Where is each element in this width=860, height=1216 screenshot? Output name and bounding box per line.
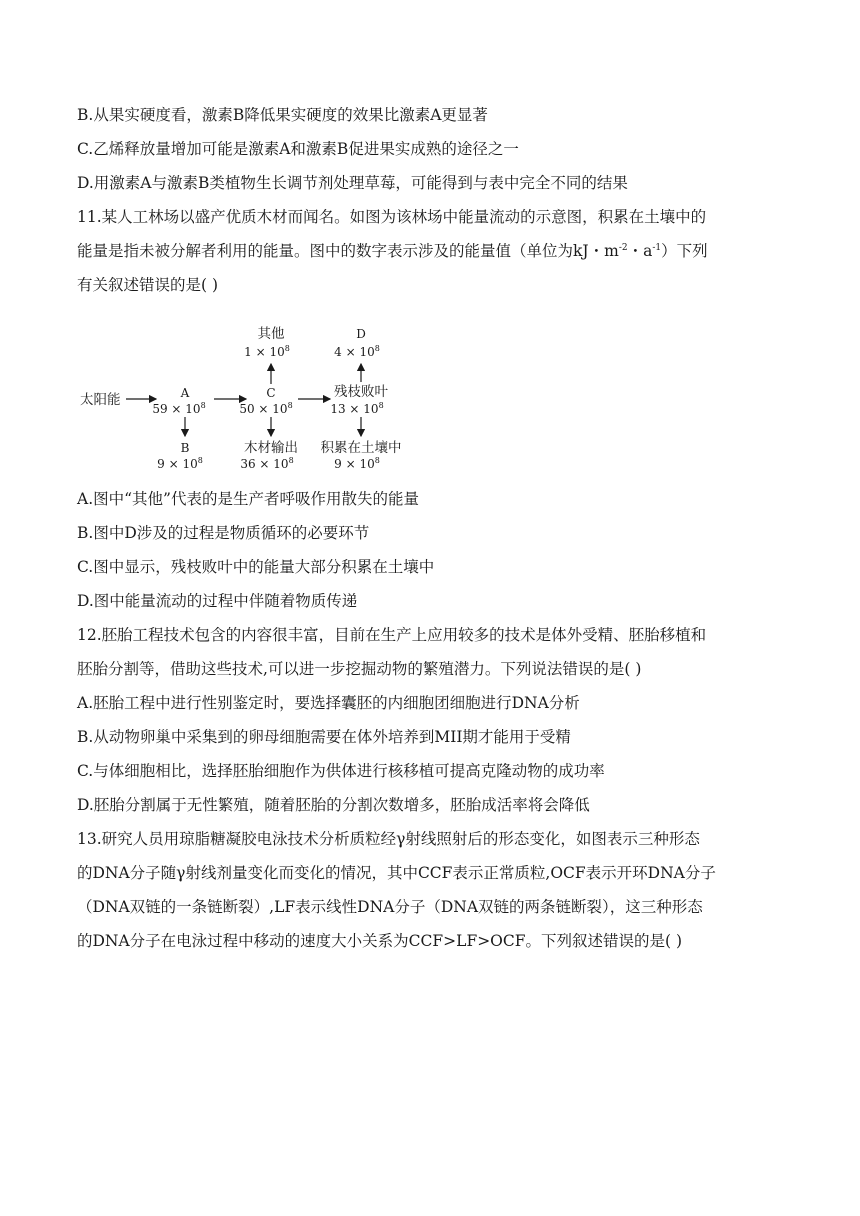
node-c-value: $50 \times 10^8$	[239, 401, 293, 416]
q12-option-c: C.与体细胞相比，选择胚胎细胞作为供体进行核移植可提高克隆动物的成功率	[77, 762, 605, 780]
node-soil-value: $9 \times 10^8$	[334, 456, 380, 471]
q11-option-d: D.图中能量流动的过程中伴随着物质传递	[77, 592, 358, 610]
line-q10-d: D.用激素A与激素B类植物生长调节剂处理草莓，可能得到与表中完全不同的结果	[77, 174, 628, 192]
node-b-name: B	[180, 441, 190, 455]
q12-option-b: B.从动物卵巢中采集到的卵母细胞需要在体外培养到MII期才能用于受精	[77, 728, 571, 746]
node-a-value: $59 \times 10^8$	[152, 401, 206, 416]
q11-option-c: C.图中显示，残枝败叶中的能量大部分积累在土壤中	[77, 558, 435, 576]
energy-flow-diagram	[74, 318, 434, 480]
node-wood-value: $36 \times 10^8$	[240, 456, 294, 471]
q13-stem-2: 的DNA分子随γ射线剂量变化而变化的情况，其中CCF表示正常质粒,OCF表示开环DNA分子	[77, 864, 716, 882]
q12-stem-1: 12.胚胎工程技术包含的内容很丰富，目前在生产上应用较多的技术是体外受精、胚胎移植和	[77, 626, 707, 644]
q13-stem-3: （DNA双链的一条链断裂）,LF表示线性DNA分子（DNA双链的两条链断裂），这三种形态	[77, 898, 703, 916]
q12-option-d: D.胚胎分割属于无性繁殖，随着胚胎的分割次数增多，胚胎成活率将会降低	[77, 796, 590, 814]
node-a-name: A	[180, 386, 190, 400]
node-litter-value: $13 \times 10^8$	[330, 401, 384, 416]
q12-option-a: A.胚胎工程中进行性别鉴定时，要选择囊胚的内细胞团细胞进行DNA分析	[77, 694, 580, 712]
node-d-value: $4 \times 10^8$	[334, 344, 380, 359]
node-d-name: D	[356, 327, 366, 341]
q12-stem-2: 胚胎分割等，借助这些技术,可以进一步挖掘动物的繁殖潜力。下列说法错误的是( )	[77, 660, 642, 678]
line-q10-b: B.从果实硬度看，激素B降低果实硬度的效果比激素A更显著	[77, 106, 488, 124]
node-b-value: $9 \times 10^8$	[157, 456, 203, 471]
q11-option-a: A.图中“其他”代表的是生产者呼吸作用散失的能量	[77, 490, 419, 508]
q13-stem-1: 13.研究人员用琼脂糖凝胶电泳技术分析质粒经γ射线照射后的形态变化，如图表示三种形态	[77, 830, 700, 848]
line-q10-c: C.乙烯释放量增加可能是激素A和激素B促进果实成熟的途径之一	[77, 140, 519, 158]
node-c-name: C	[266, 386, 276, 400]
line-q11-1: 11.某人工林场以盛产优质木材而闻名。如图为该林场中能量流动的示意图，积累在土壤中的	[77, 208, 707, 226]
line-q11-2: 能量是指未被分解者利用的能量。图中的数字表示涉及的能量值（单位为kJ・$m^{-2}$・$a^{-1}$）下列	[77, 242, 708, 260]
node-other-name: 其他	[257, 326, 285, 342]
node-soil-name: 积累在土壤中	[320, 440, 402, 456]
node-other-value: $1 \times 10^8$	[244, 344, 290, 359]
line-q11-3: 有关叙述错误的是( )	[77, 276, 219, 294]
node-sun: 太阳能	[80, 392, 121, 408]
q11-option-b: B.图中D涉及的过程是物质循环的必要环节	[77, 524, 370, 542]
node-wood-name: 木材输出	[244, 440, 298, 456]
q13-stem-4: 的DNA分子在电泳过程中移动的速度大小关系为CCF>LF>OCF。下列叙述错误的是( )	[77, 932, 683, 950]
node-litter-name: 残枝败叶	[334, 384, 388, 400]
